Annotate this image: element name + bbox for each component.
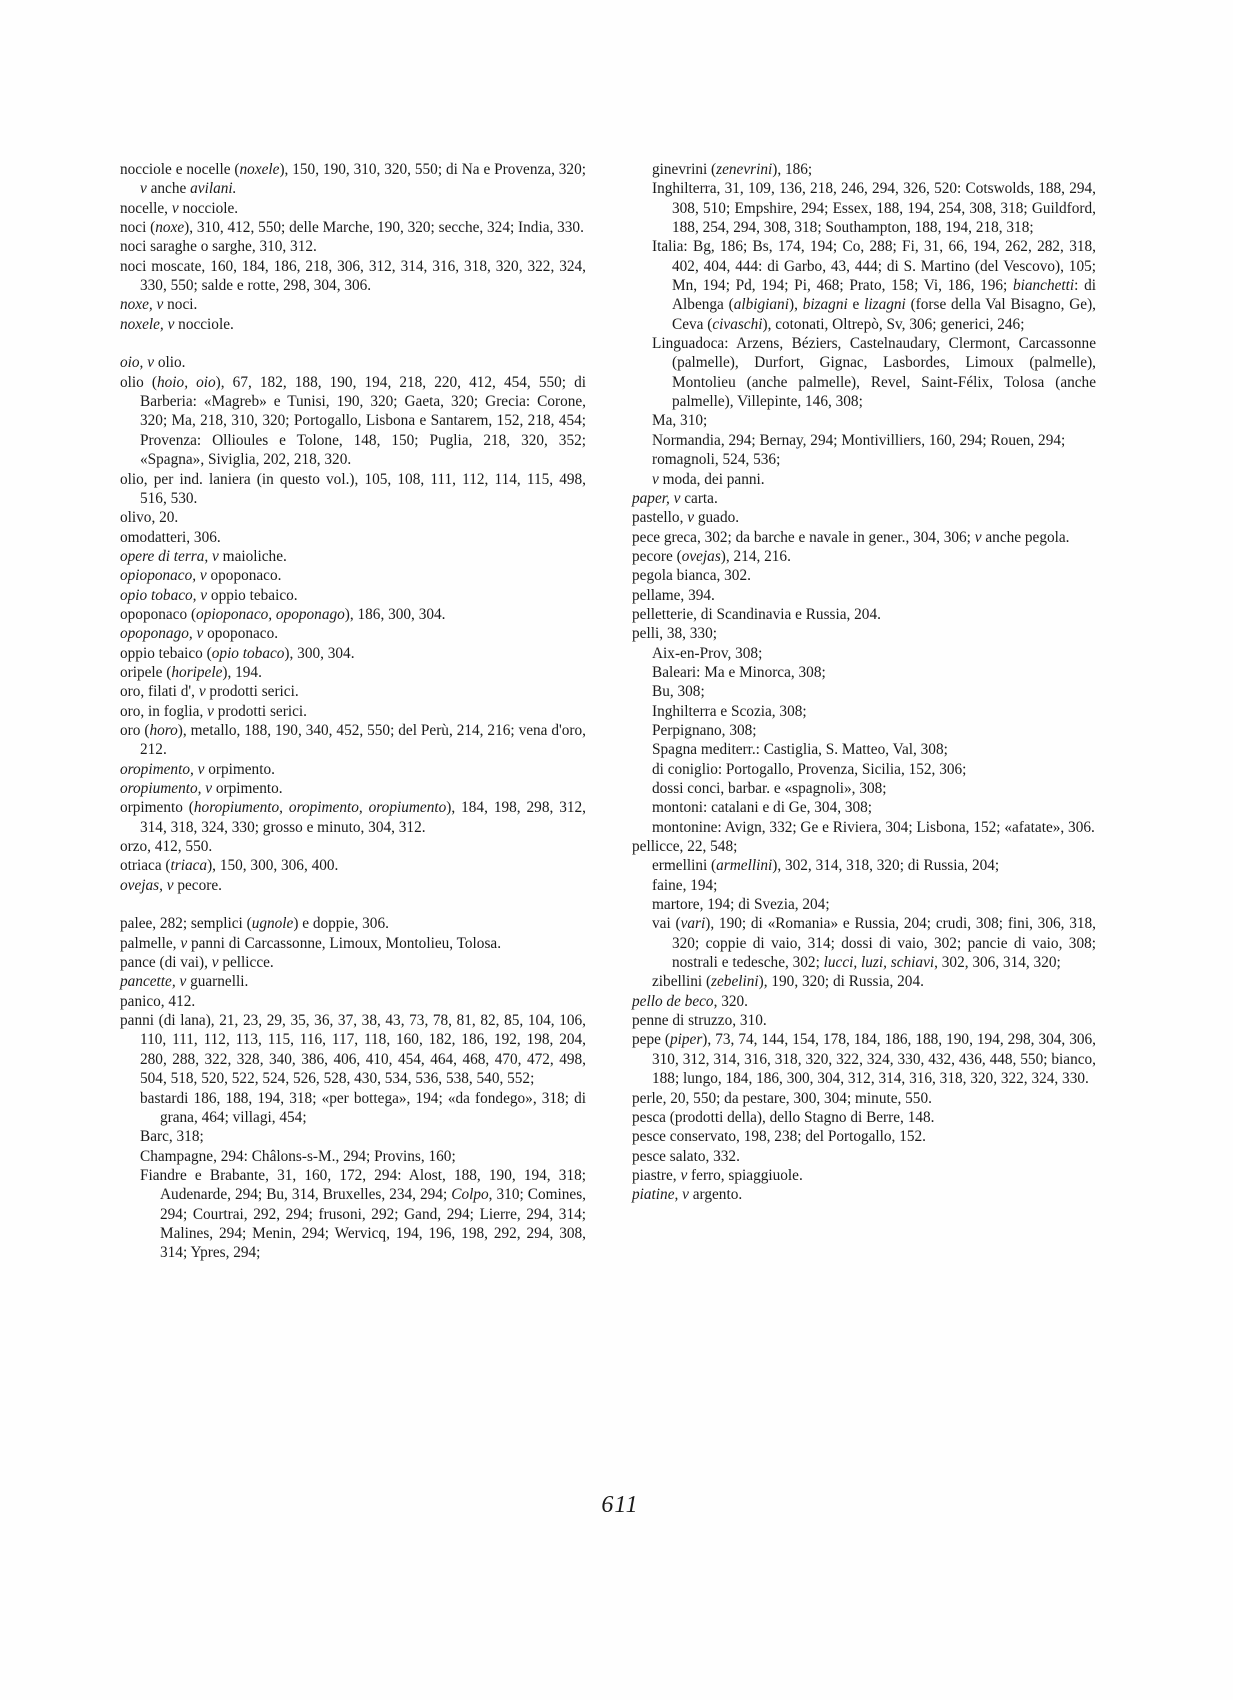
entry-italic-text: triaca — [170, 857, 208, 875]
entry-italic-text: v — [140, 180, 147, 198]
entry-text: dossi conci, barbar. e «spagnoli», 308; — [652, 780, 887, 797]
entry-italic-text: horipele — [171, 663, 223, 681]
entry-text: orzo, 412, 550. — [120, 838, 213, 856]
index-entry — [632, 1108, 1096, 1127]
index-entry — [632, 528, 1096, 547]
index-column-right — [632, 160, 1096, 1205]
entry-text: oppio tebaico. — [207, 586, 298, 604]
index-entry — [120, 470, 586, 509]
entry-text: opoponaco. — [206, 567, 282, 585]
entry-text: , 310; Comines, 294; Courtrai, 292, 294; frusoni, 292; Gand, 294; Lierre, 294, 314; Malines, 294; Menin, 294; Wervicq, 194, 196, 198, 292, 294, 308, 314; Ypres, 294; — [160, 1186, 586, 1262]
entry-text: ), — [788, 296, 803, 314]
index-entry — [120, 972, 586, 991]
entry-text: romagnoli, 524, 536; — [652, 451, 781, 469]
entry-text: carta. — [680, 489, 718, 507]
entry-text: guarnelli. — [186, 973, 249, 991]
index-entry — [120, 586, 586, 605]
entry-italic-text: armellini — [716, 857, 773, 875]
entry-text: e — [847, 296, 865, 314]
entry-text: nocciole. — [174, 315, 234, 333]
entry-text: noci saraghe o sarghe, 310, 312. — [120, 238, 317, 256]
entry-text: ), 310, 412, 550; delle Marche, 190, 320; secche, 324; India, 330. — [184, 219, 584, 237]
index-entry — [120, 934, 586, 953]
index-subentry — [120, 1147, 586, 1166]
entry-text: Normandia, 294; Bernay, 294; Montivilliers, 160, 294; Rouen, 294; — [652, 431, 1066, 449]
entry-italic-text: opere di terra, v — [120, 547, 219, 565]
entry-text: pellicce. — [218, 954, 274, 972]
entry-italic-text: horo — [149, 721, 178, 739]
index-subentry — [632, 721, 1096, 740]
entry-italic-text: oropimento, v — [120, 760, 205, 778]
entry-italic-text: horopiumento, oropimento, oropiumento — [193, 799, 447, 817]
entry-text: oro, filati d', — [120, 683, 199, 701]
index-subentry — [632, 818, 1096, 837]
entry-text: oppio tebaico ( — [120, 644, 212, 662]
index-subentry — [632, 856, 1096, 875]
entry-italic-text: noxe — [155, 219, 185, 237]
entry-text: ), 190, 320; di Russia, 204. — [758, 973, 924, 991]
index-entry — [632, 1127, 1096, 1146]
entry-text: panico, 412. — [120, 992, 196, 1010]
entry-text: Inghilterra e Scozia, 308; — [652, 702, 807, 720]
entry-text: montonine: Avign, 332; Ge e Riviera, 304; Lisbona, 152; «afatate», 306. — [652, 818, 1095, 836]
index-subentry — [632, 740, 1096, 759]
entry-text: opoponaco. — [203, 625, 279, 643]
entry-text: pece greca, 302; da barche e navale in gener., 304, 306; — [632, 528, 975, 546]
index-entry — [120, 798, 586, 837]
index-entry — [120, 218, 586, 237]
index-entry — [120, 779, 586, 798]
entry-italic-text: civaschi — [712, 315, 763, 333]
index-entry — [632, 837, 1096, 856]
entry-italic-text: v — [171, 199, 179, 217]
entry-text: Champagne, 294: Châlons-s-M., 294; Provins, 160; — [140, 1147, 456, 1165]
entry-text: pance (di vai), — [120, 954, 212, 972]
index-entry — [120, 644, 586, 663]
entry-text: ), 150, 300, 306, 400. — [207, 857, 339, 875]
entry-text: panni (di lana), 21, 23, 29, 35, 36, 37, 38, 43, 73, 78, 81, 82, 85, 104, 106, 110, 111, 112, 113, 115, 116, 117, 118, 160, 182, 186, 192, 198, 204, 280, 288, 322, 328, 340, 386, 406, 410, 454, 464, 468, 470, 472, 498, 504, 518, 520, 522, 524, 526, 528, 430, 534, 536, 538, 540, 552; — [120, 1012, 586, 1088]
entry-italic-text: avilani. — [190, 180, 237, 198]
entry-italic-text: ovejas, v — [120, 876, 174, 894]
index-entry — [120, 760, 586, 779]
entry-text: ), 302, 314, 318, 320; di Russia, 204; — [772, 857, 1000, 875]
index-subentry — [632, 334, 1096, 411]
entry-italic-text: oio, v — [120, 354, 154, 372]
entry-italic-text: ovejas — [681, 547, 721, 565]
index-entry — [632, 1185, 1096, 1204]
entry-text: Perpignano, 308; — [652, 721, 757, 739]
entry-text: Spagna mediterr.: Castiglia, S. Matteo, Val, 308; — [652, 741, 948, 759]
entry-text: pecore ( — [632, 547, 682, 565]
index-entry — [632, 992, 1096, 1011]
entry-italic-text: zenevrini — [716, 161, 773, 178]
index-entry — [632, 586, 1096, 605]
entry-italic-text: noxe, v — [120, 296, 164, 314]
entry-italic-text: ugnole — [251, 915, 294, 933]
entry-text: orpimento ( — [120, 799, 194, 817]
entry-text: oripele ( — [120, 663, 172, 681]
entry-gap — [120, 334, 586, 353]
entry-text: omodatteri, 306. — [120, 528, 221, 546]
index-subentry — [632, 702, 1096, 721]
entry-text: olivo, 20. — [120, 509, 179, 527]
index-subentry — [120, 1089, 586, 1128]
entry-text: olio, per ind. laniera (in questo vol.), 105, 108, 111, 112, 114, 115, 498, 516, 530. — [120, 470, 586, 507]
index-entry — [120, 373, 586, 470]
entry-italic-text: v — [180, 934, 188, 952]
entry-text: (forse della Val Bisagno, Ge), Ceva ( — [672, 296, 1096, 333]
index-entry — [120, 663, 586, 682]
entry-text: palmelle, — [120, 934, 181, 952]
entry-text: bastardi 186, 188, 194, 318; «per bottega», 194; «da fondego», 318; di grana, 464; villagi, 454; — [140, 1089, 586, 1126]
index-entry — [120, 199, 586, 218]
entry-text: otriaca ( — [120, 857, 171, 875]
entry-text: : di Albenga ( — [672, 277, 1096, 314]
entry-gap — [120, 895, 586, 914]
entry-italic-text: lucci, luzi, schiavi — [823, 954, 935, 972]
index-subentry — [632, 972, 1096, 991]
entry-text: pegola bianca, 302. — [632, 567, 751, 585]
entry-text: Ma, 310; — [652, 412, 708, 430]
entry-text: anche — [146, 180, 191, 198]
entry-text: , 302, 306, 314, 320; — [934, 954, 1061, 972]
entry-text: ), 300, 304. — [284, 644, 355, 662]
entry-text: prodotti serici. — [213, 702, 307, 720]
entry-text: pesce salato, 332. — [632, 1147, 740, 1165]
index-subentry — [632, 663, 1096, 682]
entry-text: Inghilterra, 31, 109, 136, 218, 246, 294, 326, 520: Cotswolds, 188, 294, 308, 510; Empshire, 294; Essex, 188, 194, 254, 308, 318; Guildford, 188, 254, 294, 308, 318; Southampton, 188, 194, 218, 318; — [652, 180, 1096, 237]
index-entry — [120, 160, 586, 199]
entry-text: piastre, — [632, 1166, 681, 1184]
index-column-left — [120, 160, 586, 1263]
index-subentry — [632, 760, 1096, 779]
index-subentry — [632, 179, 1096, 237]
index-entry — [632, 1147, 1096, 1166]
entry-text: prodotti serici. — [205, 683, 299, 701]
entry-text: Fiandre e Brabante, 31, 160, 172, 294: Alost, 188, 190, 194, 318; Audenarde, 294; Bu, 314, Bruxelles, 234, 294; — [140, 1166, 586, 1204]
entry-italic-text: piper — [669, 1031, 703, 1049]
entry-italic-text: v — [652, 470, 659, 488]
entry-italic-text: noxele, v — [120, 315, 175, 333]
entry-text: Italia: Bg, 186; Bs, 174, 194; Co, 288; Fi, 31, 66, 194, 262, 282, 318, 402, 404, 444: di Garbo, 43, 444; di S. Martino (del Vescovo), 105; Mn, 194; Pd, 194; Pi, 468; Prato, 158; Vi, 186, 196; — [652, 238, 1096, 295]
index-entry — [632, 508, 1096, 527]
index-entry — [120, 547, 586, 566]
entry-text: ferro, spiaggiuole. — [687, 1166, 803, 1184]
entry-text: nocelle, — [120, 199, 172, 217]
index-entry — [120, 315, 586, 334]
index-entry — [632, 1030, 1096, 1088]
index-subentry — [632, 411, 1096, 430]
entry-italic-text: opioponaco, v — [120, 567, 207, 585]
entry-text: olio ( — [120, 373, 157, 391]
entry-text: martore, 194; di Svezia, 204; — [652, 896, 830, 914]
entry-text: Baleari: Ma e Minorca, 308; — [652, 663, 826, 681]
entry-text: ermellini ( — [652, 857, 717, 875]
entry-italic-text: v — [207, 702, 214, 720]
index-subentry — [632, 779, 1096, 798]
index-entry — [120, 1011, 586, 1088]
index-entry — [632, 489, 1096, 508]
index-entry — [120, 237, 586, 256]
entry-text: ), 194. — [222, 663, 262, 681]
entry-text: nocciole. — [178, 199, 239, 217]
entry-italic-text: v — [680, 1166, 688, 1184]
index-entry — [632, 1011, 1096, 1030]
index-subentry — [632, 470, 1096, 489]
entry-text: zibellini ( — [652, 973, 712, 991]
index-entry — [120, 605, 586, 624]
index-entry — [632, 1089, 1096, 1108]
entry-text: pecore. — [173, 876, 222, 894]
index-entry — [120, 528, 586, 547]
entry-italic-text: vari — [680, 915, 706, 933]
entry-text: Barc, 318; — [140, 1128, 204, 1146]
entry-text: ), 214, 216. — [720, 547, 791, 565]
index-entry — [632, 624, 1096, 643]
entry-text: oro, in foglia, — [120, 702, 208, 720]
entry-italic-text: bizagni — [802, 296, 848, 314]
entry-text: vai ( — [652, 915, 681, 933]
entry-italic-text: opoponago, v — [120, 625, 204, 643]
entry-text: orpimento. — [204, 760, 275, 778]
entry-text: ginevrini ( — [652, 161, 717, 178]
index-subentry — [120, 1127, 586, 1146]
index-entry — [120, 876, 586, 895]
entry-text: di coniglio: Portogallo, Provenza, Sicilia, 152, 306; — [652, 760, 967, 778]
index-entry — [120, 702, 586, 721]
entry-text: guado. — [694, 509, 740, 527]
index-entry — [120, 682, 586, 701]
entry-italic-text: Colpo — [451, 1186, 489, 1204]
entry-text: pesce conservato, 198, 238; del Portogallo, 152. — [632, 1128, 926, 1146]
entry-italic-text: paper, v — [632, 489, 681, 507]
entry-text: ), 186; — [772, 161, 813, 178]
entry-text: nocciole e nocelle ( — [120, 161, 240, 178]
entry-text: noci ( — [120, 219, 156, 237]
index-subentry — [632, 237, 1096, 334]
entry-text: penne di struzzo, 310. — [632, 1012, 767, 1030]
index-subentry — [632, 895, 1096, 914]
index-subentry — [632, 644, 1096, 663]
page-number: 611 — [601, 1492, 639, 1518]
index-entry — [120, 295, 586, 314]
entry-text: orpimento. — [212, 780, 283, 797]
entry-italic-text: bianchetti — [1012, 277, 1075, 295]
entry-text: Aix-en-Prov, 308; — [652, 644, 763, 662]
entry-text: Bu, 308; — [652, 683, 705, 701]
entry-text: pastello, — [632, 509, 688, 527]
index-entry — [632, 1166, 1096, 1185]
entry-text: olio. — [154, 354, 186, 372]
index-entry — [120, 914, 586, 933]
entry-text: noci moscate, 160, 184, 186, 218, 306, 312, 314, 316, 318, 320, 322, 324, 330, 550; salde e rotte, 298, 304, 306. — [120, 257, 586, 295]
index-entry — [120, 721, 586, 760]
entry-text: moda, dei panni. — [658, 470, 765, 488]
entry-italic-text: pello de beco — [632, 992, 714, 1010]
index-subentry — [120, 1166, 586, 1263]
entry-text: ), 67, 182, 188, 190, 194, 218, 220, 412, 454, 550; di Barberia: «Magreb» e Tunisi, 190, 320; Gaeta, 320; Grecia: Corone, 320; Ma, 218, 310, 320; Portogallo, Lisbona e Santarem, 152, 218, 454; Provenza: Ollioules e Tolone, 148, 150; Puglia, 218, 320, 352; «Spagna», Siviglia, 202, 218, 320. — [140, 373, 587, 469]
index-entry — [120, 353, 586, 372]
index-subentry — [632, 450, 1096, 469]
entry-text: , 320. — [713, 992, 748, 1010]
entry-text: argento. — [688, 1186, 743, 1204]
index-entry — [120, 992, 586, 1011]
entry-italic-text: piatine, v — [632, 1186, 689, 1204]
entry-italic-text: v — [687, 509, 695, 527]
entry-text: pelletterie, di Scandinavia e Russia, 204. — [632, 605, 881, 623]
entry-italic-text: albigiani — [733, 296, 789, 314]
entry-text: ) e doppie, 306. — [293, 915, 389, 933]
entry-italic-text: hoio, oio — [157, 373, 216, 391]
index-entry — [120, 508, 586, 527]
entry-italic-text: noxele — [239, 161, 280, 178]
entry-text: pepe ( — [632, 1031, 670, 1049]
index-entry — [120, 856, 586, 875]
entry-text: opoponaco ( — [120, 605, 197, 623]
index-entry — [120, 566, 586, 585]
index-subentry — [632, 160, 1096, 179]
index-entry — [120, 953, 586, 972]
entry-italic-text: pancette, v — [120, 973, 187, 991]
entry-italic-text: v — [198, 683, 206, 701]
entry-italic-text: v — [974, 528, 982, 546]
entry-text: noci. — [163, 296, 198, 314]
index-entry — [632, 605, 1096, 624]
entry-italic-text: v — [211, 954, 219, 972]
entry-italic-text: opioponaco, opoponago — [196, 605, 345, 623]
entry-italic-text: opio tobaco — [211, 644, 285, 662]
entry-text: ), cotonati, Oltrepò, Sv, 306; generici, 246; — [762, 315, 1025, 333]
index-entry — [632, 547, 1096, 566]
index-subentry — [632, 431, 1096, 450]
index-entry — [632, 566, 1096, 585]
entry-italic-text: zebelini — [711, 973, 759, 991]
entry-text: pelli, 38, 330; — [632, 625, 717, 643]
entry-text: ), 73, 74, 144, 154, 178, 184, 186, 188, 190, 194, 298, 304, 306, 310, 312, 314, 316, 318, 320, 322, 324, 330, 432, 436, 448, 550; bianco, 188; lungo, 184, 186, 300, 304, 312, 314, 316, 318, 320, 322, 324, 330. — [652, 1031, 1097, 1088]
entry-text: ), 186, 300, 304. — [344, 605, 446, 623]
entry-text: anche pegola. — [981, 528, 1070, 546]
entry-text: panni di Carcassonne, Limoux, Montolieu, Tolosa. — [187, 934, 502, 952]
entry-italic-text: opio tobaco, v — [120, 586, 208, 604]
entry-text: palee, 282; semplici ( — [120, 915, 252, 933]
entry-text: perle, 20, 550; da pestare, 300, 304; minute, 550. — [632, 1089, 932, 1107]
entry-text: faine, 194; — [652, 876, 718, 894]
index-subentry — [632, 876, 1096, 895]
entry-italic-text: lizagni — [864, 296, 906, 314]
entry-text: pellicce, 22, 548; — [632, 838, 738, 856]
entry-text: ), 150, 190, 310, 320, 550; di Na e Provenza, 320; — [279, 161, 586, 178]
index-subentry — [632, 914, 1096, 972]
entry-italic-text: oropiumento, v — [120, 780, 213, 797]
index-entry — [120, 624, 586, 643]
entry-text: montoni: catalani e di Ge, 304, 308; — [652, 799, 873, 817]
index-subentry — [632, 682, 1096, 701]
entry-text: ), metallo, 188, 190, 340, 452, 550; del Perù, 214, 216; vena d'oro, 212. — [140, 721, 587, 759]
index-entry — [120, 257, 586, 296]
entry-text: pellame, 394. — [632, 586, 715, 604]
entry-text: ), 184, 198, 298, 312, 314, 318, 324, 330; grosso e minuto, 304, 312. — [140, 799, 586, 836]
entry-text: ), 190; di «Romania» e Russia, 204; crudi, 308; fini, 306, 318, 320; coppie di vaio, 314; dossi di vaio, 302; pancie di vaio, 308; nostrali e tedesche, 302; — [672, 915, 1096, 972]
entry-text: maioliche. — [218, 547, 287, 565]
index-entry — [120, 837, 586, 856]
entry-text: pesca (prodotti della), dello Stagno di Berre, 148. — [632, 1108, 935, 1126]
index-subentry — [632, 798, 1096, 817]
entry-text: oro ( — [120, 721, 150, 739]
entry-text: Linguadoca: Arzens, Béziers, Castelnaudary, Clermont, Carcassonne (palmelle), Durfort, Gignac, Lasbordes, Limoux (palmelle), Montolieu (anche palmelle), Revel, Saint-Félix, Tolosa (anche palmelle), Villepinte, 146, 308; — [652, 335, 1096, 411]
